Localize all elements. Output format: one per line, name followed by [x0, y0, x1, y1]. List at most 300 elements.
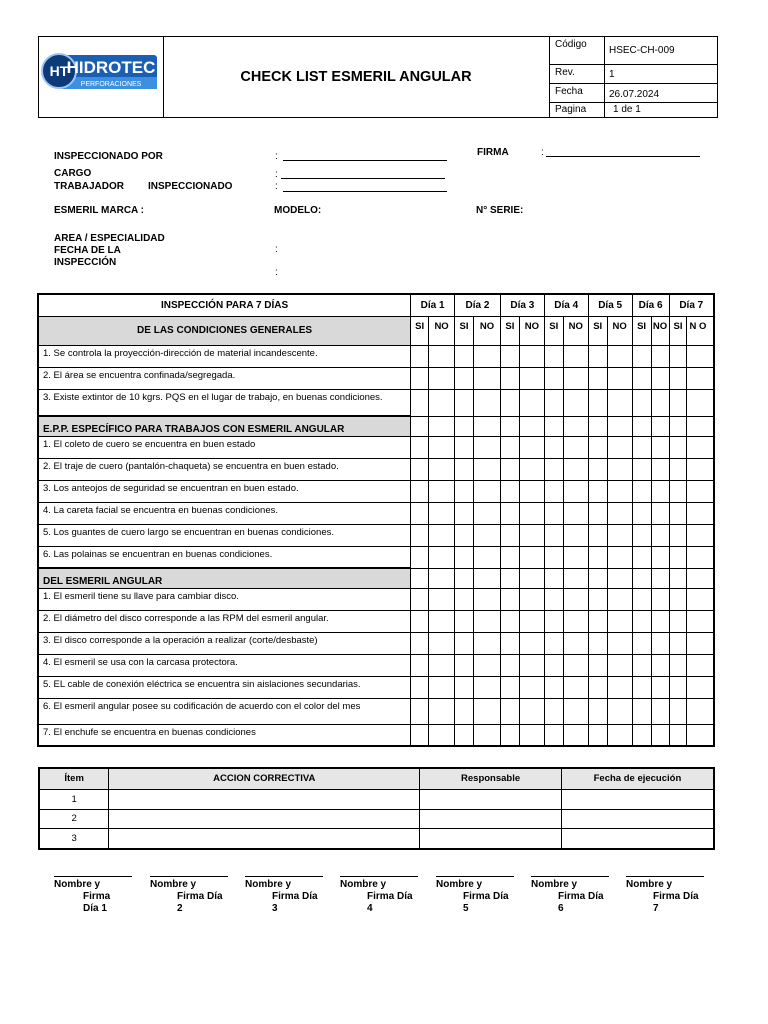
field-trabajador-inspeccionado[interactable] — [283, 191, 447, 192]
responsable-cell[interactable] — [420, 789, 562, 809]
check-cell[interactable] — [607, 568, 632, 588]
check-cell[interactable] — [411, 632, 429, 654]
check-cell[interactable] — [607, 676, 632, 698]
check-cell[interactable] — [455, 546, 474, 568]
check-cell[interactable] — [687, 416, 714, 436]
check-cell[interactable] — [563, 610, 588, 632]
check-cell[interactable] — [544, 436, 563, 458]
check-cell[interactable] — [687, 480, 714, 502]
check-cell[interactable] — [588, 632, 607, 654]
check-cell[interactable] — [651, 654, 669, 676]
check-cell[interactable] — [411, 416, 429, 436]
check-cell[interactable] — [651, 458, 669, 480]
check-cell[interactable] — [544, 345, 563, 367]
table-row — [38, 588, 714, 610]
check-cell[interactable] — [455, 676, 474, 698]
check-cell[interactable] — [473, 458, 500, 480]
check-cell[interactable] — [519, 367, 544, 389]
section-esmeril — [38, 568, 714, 588]
check-cell[interactable] — [588, 724, 607, 746]
check-cell[interactable] — [651, 367, 669, 389]
accion-cell[interactable] — [109, 789, 420, 809]
check-cell[interactable] — [687, 546, 714, 568]
checklist-head-2: DE LAS CONDICIONES GENERALES — [38, 316, 411, 345]
check-cell[interactable] — [429, 416, 455, 436]
check-cell[interactable] — [632, 389, 651, 416]
si-header: SI — [411, 316, 429, 345]
no-header: NO — [607, 316, 632, 345]
check-cell[interactable] — [429, 436, 455, 458]
no-header: NO — [519, 316, 544, 345]
check-cell[interactable] — [544, 416, 563, 436]
logo-cell — [39, 37, 164, 117]
check-cell[interactable] — [632, 502, 651, 524]
check-cell[interactable] — [473, 588, 500, 610]
check-cell[interactable] — [519, 436, 544, 458]
check-cell[interactable] — [500, 389, 519, 416]
check-cell[interactable] — [632, 345, 651, 367]
check-cell[interactable] — [669, 367, 687, 389]
accion-cell[interactable] — [109, 828, 420, 849]
check-cell[interactable] — [607, 367, 632, 389]
signature-day-7[interactable]: Nombre y Firma Día 7 — [626, 876, 704, 915]
check-cell[interactable] — [588, 610, 607, 632]
check-cell[interactable] — [651, 610, 669, 632]
check-cell[interactable] — [651, 698, 669, 724]
check-cell[interactable] — [429, 654, 455, 676]
check-cell[interactable] — [588, 436, 607, 458]
check-cell[interactable] — [455, 698, 474, 724]
check-cell[interactable] — [607, 610, 632, 632]
check-cell[interactable] — [544, 698, 563, 724]
table-row — [38, 632, 714, 654]
table-row — [38, 480, 714, 502]
check-cell[interactable] — [607, 588, 632, 610]
check-cell[interactable] — [607, 480, 632, 502]
check-cell[interactable] — [455, 367, 474, 389]
check-cell[interactable] — [588, 367, 607, 389]
responsable-cell[interactable] — [420, 828, 562, 849]
check-cell[interactable] — [669, 546, 687, 568]
check-cell[interactable] — [455, 524, 474, 546]
check-cell[interactable] — [669, 632, 687, 654]
check-cell[interactable] — [519, 588, 544, 610]
check-cell[interactable] — [687, 458, 714, 480]
check-cell[interactable] — [411, 654, 429, 676]
check-cell[interactable] — [473, 568, 500, 588]
check-cell[interactable] — [632, 698, 651, 724]
check-cell[interactable] — [651, 588, 669, 610]
check-cell[interactable] — [411, 724, 429, 746]
check-cell[interactable] — [687, 698, 714, 724]
check-cell[interactable] — [411, 480, 429, 502]
signature-day-6[interactable]: Nombre y Firma Día 6 — [531, 876, 609, 915]
label-serie: N° SERIE: — [476, 205, 524, 216]
check-cell[interactable] — [607, 654, 632, 676]
check-cell[interactable] — [455, 458, 474, 480]
check-cell[interactable] — [669, 676, 687, 698]
check-cell[interactable] — [632, 568, 651, 588]
check-cell[interactable] — [500, 458, 519, 480]
document-meta — [549, 37, 717, 117]
check-cell[interactable] — [519, 458, 544, 480]
signature-day-1[interactable]: Nombre y Firma Día 1 — [54, 876, 132, 915]
check-cell[interactable] — [651, 502, 669, 524]
check-cell[interactable] — [687, 389, 714, 416]
check-cell[interactable] — [563, 724, 588, 746]
label-fecha-2: INSPECCIÓN — [54, 257, 117, 268]
check-cell[interactable] — [607, 502, 632, 524]
check-cell[interactable] — [429, 524, 455, 546]
check-cell[interactable] — [473, 416, 500, 436]
check-cell[interactable] — [544, 502, 563, 524]
check-cell[interactable] — [632, 367, 651, 389]
check-cell[interactable] — [500, 654, 519, 676]
check-cell[interactable] — [588, 480, 607, 502]
check-cell[interactable] — [607, 632, 632, 654]
check-cell[interactable] — [563, 436, 588, 458]
check-cell[interactable] — [473, 676, 500, 698]
check-cell[interactable] — [473, 436, 500, 458]
check-cell[interactable] — [687, 367, 714, 389]
check-cell[interactable] — [563, 502, 588, 524]
check-cell[interactable] — [429, 345, 455, 367]
check-cell[interactable] — [411, 458, 429, 480]
check-cell[interactable] — [429, 698, 455, 724]
check-cell[interactable] — [411, 546, 429, 568]
check-cell[interactable] — [500, 416, 519, 436]
check-cell[interactable] — [544, 367, 563, 389]
check-cell[interactable] — [651, 524, 669, 546]
check-cell[interactable] — [500, 676, 519, 698]
check-cell[interactable] — [632, 524, 651, 546]
check-cell[interactable] — [411, 588, 429, 610]
check-cell[interactable] — [429, 610, 455, 632]
check-cell[interactable] — [651, 480, 669, 502]
check-cell[interactable] — [669, 458, 687, 480]
signature-day-4[interactable]: Nombre y Firma Día 4 — [340, 876, 418, 915]
check-cell[interactable] — [429, 389, 455, 416]
check-cell[interactable] — [411, 568, 429, 588]
label-esmeril-marca: ESMERIL MARCA : — [54, 205, 144, 216]
check-cell[interactable] — [544, 676, 563, 698]
check-cell[interactable] — [632, 416, 651, 436]
check-cell[interactable] — [687, 502, 714, 524]
check-cell[interactable] — [429, 546, 455, 568]
check-cell[interactable] — [519, 632, 544, 654]
check-cell[interactable] — [500, 367, 519, 389]
check-cell[interactable] — [563, 588, 588, 610]
check-cell[interactable] — [687, 654, 714, 676]
check-cell[interactable] — [669, 502, 687, 524]
check-cell[interactable] — [429, 502, 455, 524]
check-cell[interactable] — [607, 524, 632, 546]
check-cell[interactable] — [563, 546, 588, 568]
meta-row-pagina: Pagina 1 de 1 — [555, 104, 641, 115]
check-cell[interactable] — [607, 345, 632, 367]
check-cell[interactable] — [500, 345, 519, 367]
check-cell[interactable] — [519, 568, 544, 588]
check-cell[interactable] — [455, 502, 474, 524]
check-cell[interactable] — [429, 676, 455, 698]
check-cell[interactable] — [669, 610, 687, 632]
check-cell[interactable] — [411, 676, 429, 698]
check-cell[interactable] — [544, 389, 563, 416]
check-cell[interactable] — [544, 588, 563, 610]
check-cell[interactable] — [519, 524, 544, 546]
check-cell[interactable] — [687, 724, 714, 746]
check-cell[interactable] — [588, 698, 607, 724]
check-cell[interactable] — [455, 436, 474, 458]
check-cell[interactable] — [588, 502, 607, 524]
check-cell[interactable] — [473, 367, 500, 389]
check-cell[interactable] — [588, 416, 607, 436]
check-cell[interactable] — [588, 524, 607, 546]
signature-day-3[interactable]: Nombre y Firma Día 3 — [245, 876, 323, 915]
check-cell[interactable] — [632, 458, 651, 480]
check-cell[interactable] — [607, 416, 632, 436]
item-number: 1 — [39, 789, 109, 809]
check-cell[interactable] — [632, 588, 651, 610]
check-cell[interactable] — [588, 389, 607, 416]
label-modelo: MODELO: — [274, 205, 322, 216]
check-cell[interactable] — [473, 546, 500, 568]
check-cell[interactable] — [687, 345, 714, 367]
table-row — [39, 809, 714, 828]
check-cell[interactable] — [607, 389, 632, 416]
check-cell[interactable] — [519, 676, 544, 698]
check-cell[interactable] — [411, 698, 429, 724]
responsable-cell[interactable] — [420, 809, 562, 828]
check-cell[interactable] — [687, 610, 714, 632]
check-cell[interactable] — [607, 698, 632, 724]
check-cell[interactable] — [632, 654, 651, 676]
check-cell[interactable] — [473, 502, 500, 524]
check-cell[interactable] — [473, 698, 500, 724]
check-cell[interactable] — [651, 436, 669, 458]
check-cell[interactable] — [455, 416, 474, 436]
check-cell[interactable] — [563, 416, 588, 436]
check-cell[interactable] — [669, 654, 687, 676]
check-cell[interactable] — [544, 654, 563, 676]
check-cell[interactable] — [607, 546, 632, 568]
check-cell[interactable] — [651, 416, 669, 436]
check-cell[interactable] — [500, 588, 519, 610]
check-cell[interactable] — [500, 610, 519, 632]
check-cell[interactable] — [473, 524, 500, 546]
check-cell[interactable] — [455, 345, 474, 367]
check-cell[interactable] — [563, 367, 588, 389]
check-cell[interactable] — [651, 568, 669, 588]
question-cell: 1. El coleto de cuero se encuentra en buen estado — [38, 436, 411, 458]
check-cell[interactable] — [669, 724, 687, 746]
check-cell[interactable] — [411, 345, 429, 367]
check-cell[interactable] — [563, 345, 588, 367]
logo-sub: PERFORACIONES — [80, 81, 142, 88]
check-cell[interactable] — [411, 367, 429, 389]
check-cell[interactable] — [519, 389, 544, 416]
field-inspeccionado-por[interactable] — [283, 160, 447, 161]
check-cell[interactable] — [687, 632, 714, 654]
check-cell[interactable] — [563, 632, 588, 654]
check-cell[interactable] — [455, 588, 474, 610]
check-cell[interactable] — [473, 345, 500, 367]
check-cell[interactable] — [411, 436, 429, 458]
check-cell[interactable] — [669, 416, 687, 436]
check-cell[interactable] — [588, 588, 607, 610]
check-cell[interactable] — [687, 588, 714, 610]
signature-day-5[interactable]: Nombre y Firma Día 5 — [436, 876, 514, 915]
check-cell[interactable] — [632, 632, 651, 654]
check-cell[interactable] — [473, 632, 500, 654]
check-cell[interactable] — [588, 345, 607, 367]
check-cell[interactable] — [519, 502, 544, 524]
check-cell[interactable] — [563, 524, 588, 546]
check-cell[interactable] — [632, 610, 651, 632]
check-cell[interactable] — [500, 698, 519, 724]
check-cell[interactable] — [588, 654, 607, 676]
fecha-cell[interactable] — [561, 789, 714, 809]
check-cell[interactable] — [455, 480, 474, 502]
fecha-cell[interactable] — [561, 828, 714, 849]
check-cell[interactable] — [669, 698, 687, 724]
check-cell[interactable] — [411, 502, 429, 524]
check-cell[interactable] — [519, 698, 544, 724]
check-cell[interactable] — [429, 588, 455, 610]
check-cell[interactable] — [669, 568, 687, 588]
check-cell[interactable] — [544, 610, 563, 632]
check-cell[interactable] — [500, 632, 519, 654]
check-cell[interactable] — [563, 676, 588, 698]
no-header: NO — [563, 316, 588, 345]
check-cell[interactable] — [607, 724, 632, 746]
check-cell[interactable] — [544, 480, 563, 502]
check-cell[interactable] — [632, 546, 651, 568]
check-cell[interactable] — [544, 524, 563, 546]
check-cell[interactable] — [651, 546, 669, 568]
check-cell[interactable] — [563, 389, 588, 416]
check-cell[interactable] — [544, 546, 563, 568]
check-cell[interactable] — [669, 345, 687, 367]
check-cell[interactable] — [651, 724, 669, 746]
check-cell[interactable] — [519, 546, 544, 568]
check-cell[interactable] — [519, 416, 544, 436]
check-cell[interactable] — [411, 389, 429, 416]
check-cell[interactable] — [632, 724, 651, 746]
check-cell[interactable] — [588, 546, 607, 568]
check-cell[interactable] — [563, 698, 588, 724]
check-cell[interactable] — [544, 632, 563, 654]
si-header: SI — [588, 316, 607, 345]
check-cell[interactable] — [500, 546, 519, 568]
check-cell[interactable] — [588, 458, 607, 480]
check-cell[interactable] — [455, 610, 474, 632]
check-cell[interactable] — [473, 610, 500, 632]
check-cell[interactable] — [651, 389, 669, 416]
check-cell[interactable] — [429, 367, 455, 389]
signature-day-2[interactable]: Nombre y Firma Día 2 — [150, 876, 228, 915]
check-cell[interactable] — [429, 632, 455, 654]
check-cell[interactable] — [632, 676, 651, 698]
check-cell[interactable] — [544, 458, 563, 480]
check-cell[interactable] — [651, 676, 669, 698]
check-cell[interactable] — [455, 724, 474, 746]
check-cell[interactable] — [519, 480, 544, 502]
check-cell[interactable] — [473, 724, 500, 746]
check-cell[interactable] — [429, 724, 455, 746]
check-cell[interactable] — [500, 502, 519, 524]
check-cell[interactable] — [500, 480, 519, 502]
check-cell[interactable] — [588, 676, 607, 698]
check-cell[interactable] — [411, 524, 429, 546]
fecha-cell[interactable] — [561, 809, 714, 828]
check-cell[interactable] — [519, 654, 544, 676]
check-cell[interactable] — [411, 610, 429, 632]
check-cell[interactable] — [563, 568, 588, 588]
check-cell[interactable] — [455, 568, 474, 588]
field-cargo[interactable] — [281, 178, 445, 179]
check-cell[interactable] — [429, 568, 455, 588]
check-cell[interactable] — [455, 389, 474, 416]
check-cell[interactable] — [455, 654, 474, 676]
si-header: SI — [455, 316, 474, 345]
check-cell[interactable] — [473, 389, 500, 416]
check-cell[interactable] — [473, 480, 500, 502]
check-cell[interactable] — [429, 458, 455, 480]
check-cell[interactable] — [429, 480, 455, 502]
check-cell[interactable] — [687, 436, 714, 458]
check-cell[interactable] — [473, 654, 500, 676]
check-cell[interactable] — [500, 524, 519, 546]
question-cell: 3. Los anteojos de seguridad se encuentran en buen estado. — [38, 480, 411, 502]
check-cell[interactable] — [563, 480, 588, 502]
check-cell[interactable] — [519, 610, 544, 632]
check-cell[interactable] — [544, 724, 563, 746]
check-cell[interactable] — [563, 458, 588, 480]
question-cell: 4. La careta facial se encuentra en buenas condiciones. — [38, 502, 411, 524]
check-cell[interactable] — [669, 480, 687, 502]
check-cell[interactable] — [687, 676, 714, 698]
table-row — [38, 367, 714, 389]
check-cell[interactable] — [519, 724, 544, 746]
check-cell[interactable] — [607, 436, 632, 458]
check-cell[interactable] — [500, 724, 519, 746]
field-firma[interactable] — [546, 156, 700, 157]
check-cell[interactable] — [500, 568, 519, 588]
check-cell[interactable] — [588, 568, 607, 588]
check-cell[interactable] — [500, 436, 519, 458]
check-cell[interactable] — [651, 632, 669, 654]
check-cell[interactable] — [632, 436, 651, 458]
check-cell[interactable] — [563, 654, 588, 676]
day-header-7: Día 7 — [669, 294, 714, 316]
no-header: N O — [687, 316, 714, 345]
check-cell[interactable] — [455, 632, 474, 654]
check-cell[interactable] — [669, 389, 687, 416]
check-cell[interactable] — [669, 524, 687, 546]
accion-cell[interactable] — [109, 809, 420, 828]
check-cell[interactable] — [687, 524, 714, 546]
check-cell[interactable] — [544, 568, 563, 588]
check-cell[interactable] — [687, 568, 714, 588]
check-cell[interactable] — [651, 345, 669, 367]
check-cell[interactable] — [607, 458, 632, 480]
check-cell[interactable] — [669, 436, 687, 458]
check-cell[interactable] — [669, 588, 687, 610]
header-responsable: Responsable — [420, 768, 562, 789]
check-cell[interactable] — [632, 480, 651, 502]
check-cell[interactable] — [519, 345, 544, 367]
